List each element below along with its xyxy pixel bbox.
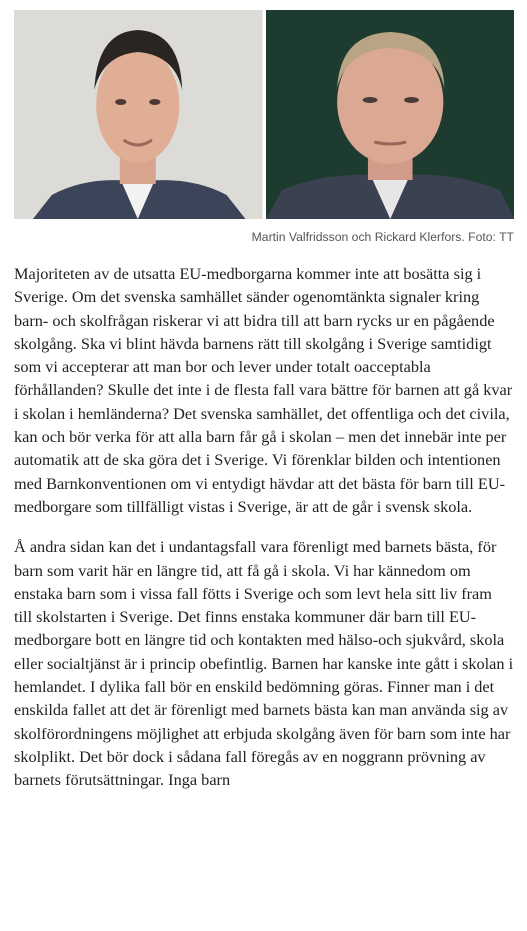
portrait-photo-right	[266, 10, 515, 219]
article-paragraph: Majoriteten av de utsatta EU-medborgarna kommer inte att bosätta sig i Sverige. Om det svenska samhället sänder ogenomtänkta signaler kring barn- och skolfrågan riskerar vi att bidra till att barn rycks ur en pågående skolgång. Ska vi blint hävda barnens rätt till skolgång i Sverige samtidigt som vi accepterar att man bor och lever under totalt oacceptabla förhållanden? Skulle det inte i de flesta fall vara bättre för barnen att gå kvar i skolan i hemländerna? Det svenska samhället, det offentliga och det civila, kan och bör verka för att alla barn får gå i skolan – men det innebär inte per automatik att de ska göra det i Sverige. Vi förenklar bilden och intentionen med Barnkonventionen om vi entydigt hävdar att det bästa för barn till EU-medborgare som tillfälligt vistas i Sverige, är att de går i svensk skola.	[14, 264, 513, 516]
article-paragraph: Å andra sidan kan det i undantagsfall vara förenligt med barnets bästa, för barn som varit här en längre tid, att få gå i skola. Vi har kännedom om enstaka barn som i vissa fall fötts i Sverige och som levt hela sitt liv fram till skolstarten i Sverige. Det finns enstaka kommuner där barn till EU-medborgare bott en längre tid och kontakten med hälso-och sjukvård, skola eller socialtjänst är i princip obefintlig. Barnen har kanske inte gått i skolan i hemlandet. I dylika fall bör en enskild bedömning göras. Finner man i det enskilda fallet att det är förenligt med barnets bästa kan man använda sig av skolförordningens möjlighet att erbjuda skolgång även för barn som inte har skolplikt. Det bör dock i sådana fall föregås av en noggrann prövning av barnets förutsättningar. Inga barn	[14, 537, 514, 790]
portrait-right-illustration	[266, 10, 515, 219]
portrait-photo-left	[14, 10, 263, 219]
photo-caption: Martin Valfridsson och Rickard Klerfors. Foto: TT	[251, 230, 514, 244]
portrait-left-illustration	[14, 10, 263, 219]
photo-pair	[14, 10, 514, 219]
article-body	[14, 262, 514, 809]
